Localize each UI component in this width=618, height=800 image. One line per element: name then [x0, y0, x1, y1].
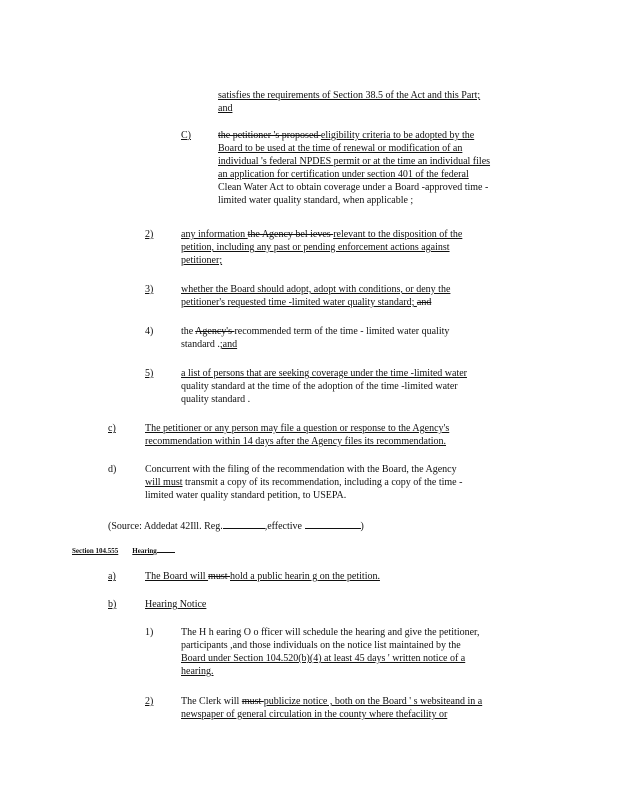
- source-note: (Source: Addedat 42Ill. Reg. ,effective ): [108, 521, 364, 532]
- item-label: 4): [145, 326, 154, 337]
- item-label: b): [108, 599, 117, 610]
- text-line: and: [218, 103, 233, 114]
- item-4: the Agency's recommended term of the time - limited water quality standard .;and: [181, 326, 450, 350]
- subsection-c: The petitioner or any person may file a question or response to the Agency's recommendation within 14 days after the Agency files its recommendation.: [145, 423, 450, 447]
- item-label: 2): [145, 696, 154, 707]
- item-5: a list of persons that are seeking coverage under the time -limited water quality standard at the time of the adoption of the time -limited water quality standard .: [181, 368, 468, 405]
- subsection-b-item-1: The H h earing O o fficer will schedule the hearing and give the petitioner, participants ,and those individuals on the notice list maintained by the Board under Section 104.520(b)(4) at least 45 days ' written notice of a hearing.: [181, 627, 480, 677]
- item-label: 2): [145, 229, 154, 240]
- item-3: whether the Board should adopt, adopt with conditions, or deny the petitioner's requested time -limited water quality standard; and: [181, 284, 451, 308]
- item-label: 5): [145, 368, 154, 379]
- clause-c: the petitioner 's proposed eligibility criteria to be adopted by the Board to be used at the time of renewal or modification of an individual 's federal NPDES permit or at the time an individual files an application for certification under section 401 of the federal Clean Water Act to obtain coverage under a Board -approved time - limited water quality standard, when applicable ;: [218, 130, 491, 206]
- subsection-b-item-2: The Clerk will must publicize notice , both on the Board ' s websiteand in a newspaper of general circulation in the county where thefacility or: [181, 696, 483, 720]
- item-label: 3): [145, 284, 154, 295]
- section-heading: Section 104.555 Hearing: [72, 546, 175, 556]
- item-label: c): [108, 423, 116, 434]
- item-label: d): [108, 464, 117, 475]
- text-line: satisfies the requirements of Section 38.5 of the Act and this Part;: [218, 90, 481, 101]
- item-label: 1): [145, 627, 154, 638]
- blank-line: [305, 519, 361, 529]
- blank-line: [223, 519, 265, 529]
- item-label: a): [108, 571, 116, 582]
- clause-b-continuation: [218, 89, 480, 115]
- subsection-d: Concurrent with the filing of the recommendation with the Board, the Agency will must transmit a copy of its recommendation, including a copy of the time - limited water quality standard petition, to USEPA.: [145, 464, 463, 501]
- subsection-a: The Board will must hold a public hearin g on the petition.: [145, 571, 380, 582]
- item-2: any information the Agency bel ieves relevant to the disposition of the petition, including any past or pending enforcement actions against petitioner;: [181, 229, 463, 266]
- subsection-b-heading: Hearing Notice: [145, 599, 207, 610]
- item-label: C): [181, 130, 191, 141]
